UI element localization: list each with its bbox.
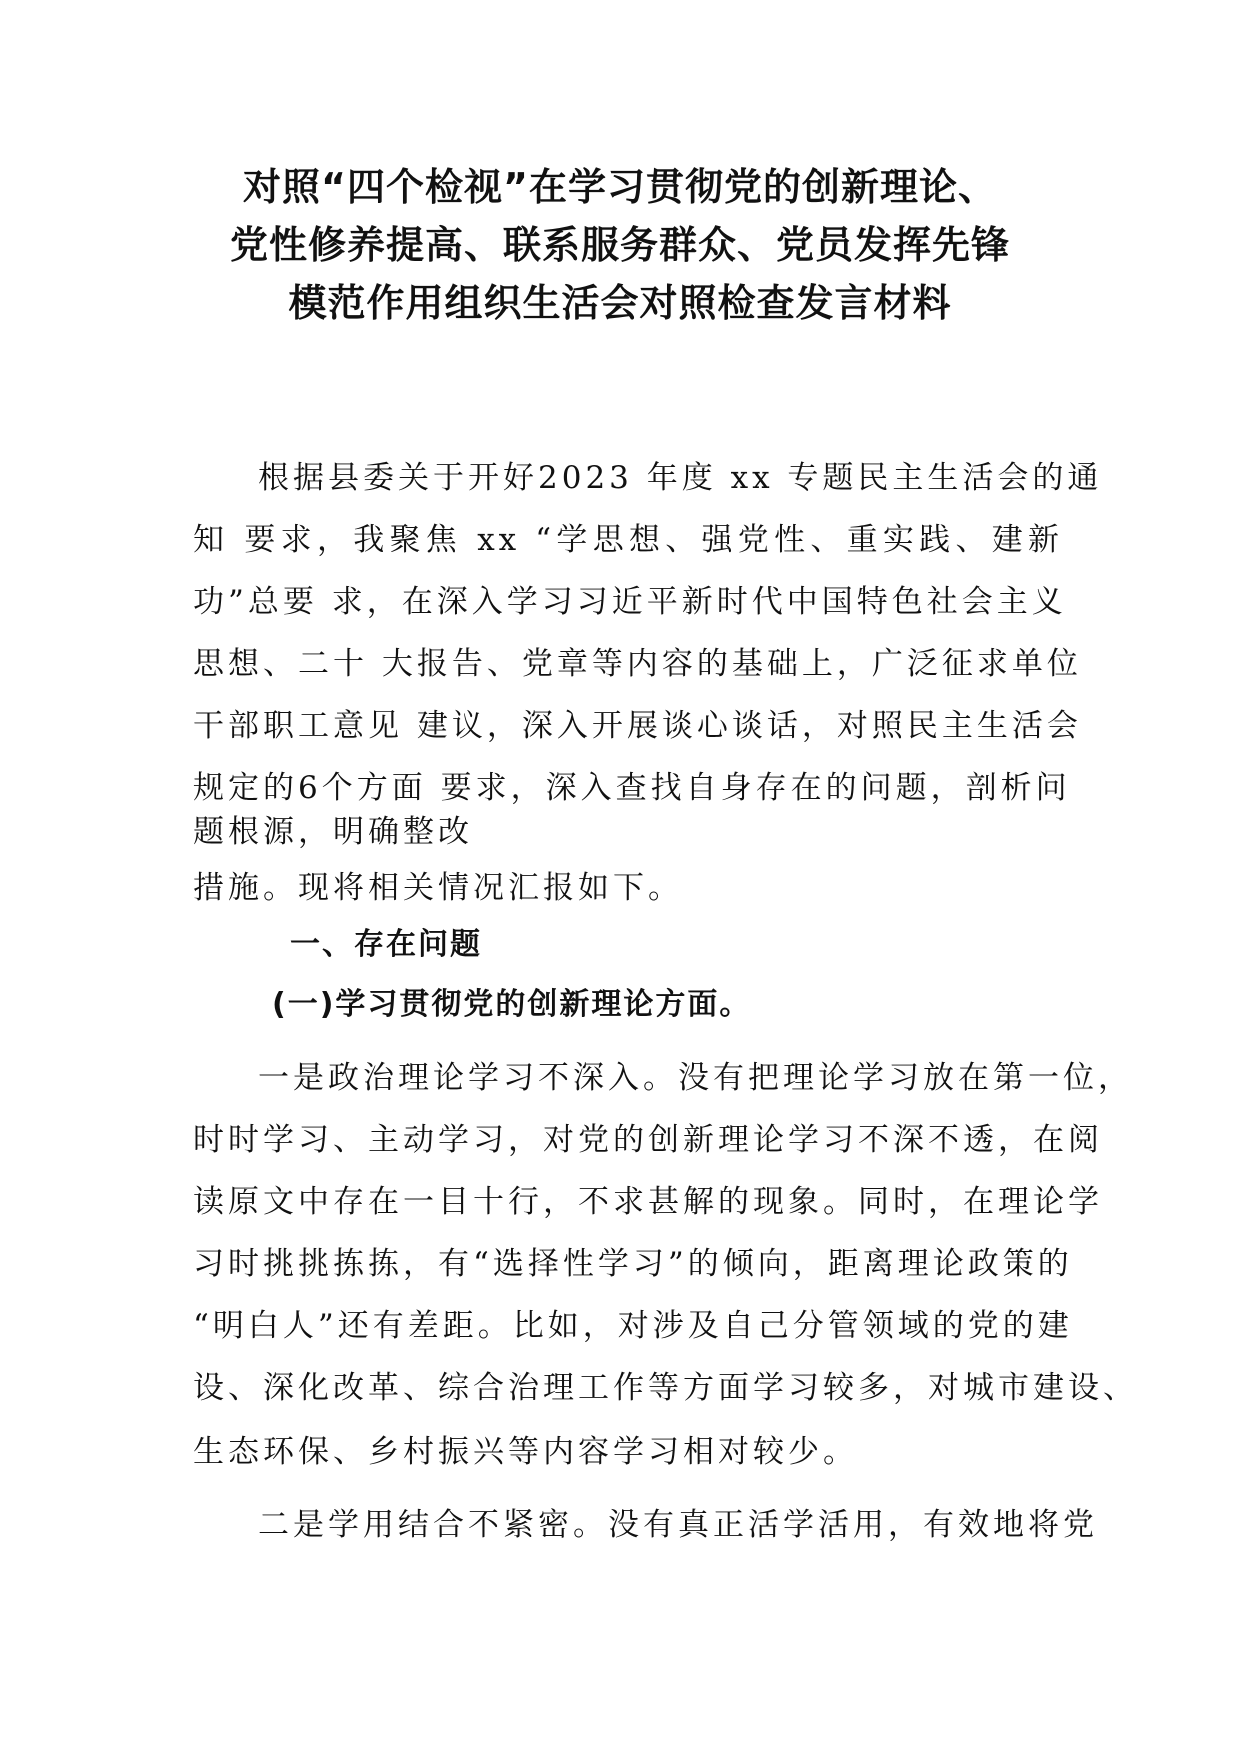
intro-line-8: 措施。现将相关情况汇报如下。 xyxy=(193,870,683,906)
para1-line-4: 习时挑挑拣拣，有“选择性学习”的倾向，距离理论政策的 xyxy=(193,1246,1073,1282)
intro-line-2: 知 要求，我聚焦 xx “学思想、强党性、重实践、建新 xyxy=(193,522,1063,558)
intro-line-4: 思想、二十 大报告、党章等内容的基础上，广泛征求单位 xyxy=(193,646,1082,682)
intro-line-3: 功”总要 求，在深入学习习近平新时代中国特色社会主义 xyxy=(193,584,1067,620)
para1-line-2: 时时学习、主动学习，对党的创新理论学习不深不透，在阅 xyxy=(193,1122,1103,1158)
intro-line-6: 规定的6个方面 要求，深入查找自身存在的问题，剖析问 xyxy=(193,770,1071,806)
para1-line-3: 读原文中存在一目十行，不求甚解的现象。同时，在理论学 xyxy=(193,1184,1103,1220)
para1-line-6: 设、深化改革、综合治理工作等方面学习较多，对城市建设、 xyxy=(193,1370,1138,1406)
title-line-3: 模范作用组织生活会对照检查发言材料 xyxy=(288,281,952,325)
para2-line-1: 二是学用结合不紧密。没有真正活学活用，有效地将党 xyxy=(258,1507,1098,1543)
para1-line-1: 一是政治理论学习不深入。没有把理论学习放在第一位， xyxy=(258,1060,1133,1096)
section-heading: 一、存在问题 xyxy=(290,927,482,962)
document-title xyxy=(190,158,1050,332)
title-line-2: 党性修养提高、联系服务群众、党员发挥先锋 xyxy=(229,223,1010,267)
subsection-heading: (一)学习贯彻党的创新理论方面。 xyxy=(272,987,752,1022)
para1-line-5: “明白人”还有差距。比如，对涉及自己分管领域的党的建 xyxy=(193,1308,1073,1344)
title-line-1: 对照“四个检视”在学习贯彻党的创新理论、 xyxy=(243,165,997,209)
para1-line-7: 生态环保、乡村振兴等内容学习相对较少。 xyxy=(193,1434,858,1470)
intro-line-5: 干部职工意见 建议，深入开展谈心谈话，对照民主生活会 xyxy=(193,708,1082,744)
intro-line-7: 题根源，明确整改 xyxy=(193,814,473,850)
intro-line-1: 根据县委关于开好2023 年度 xx 专题民主生活会的通 xyxy=(258,460,1103,496)
